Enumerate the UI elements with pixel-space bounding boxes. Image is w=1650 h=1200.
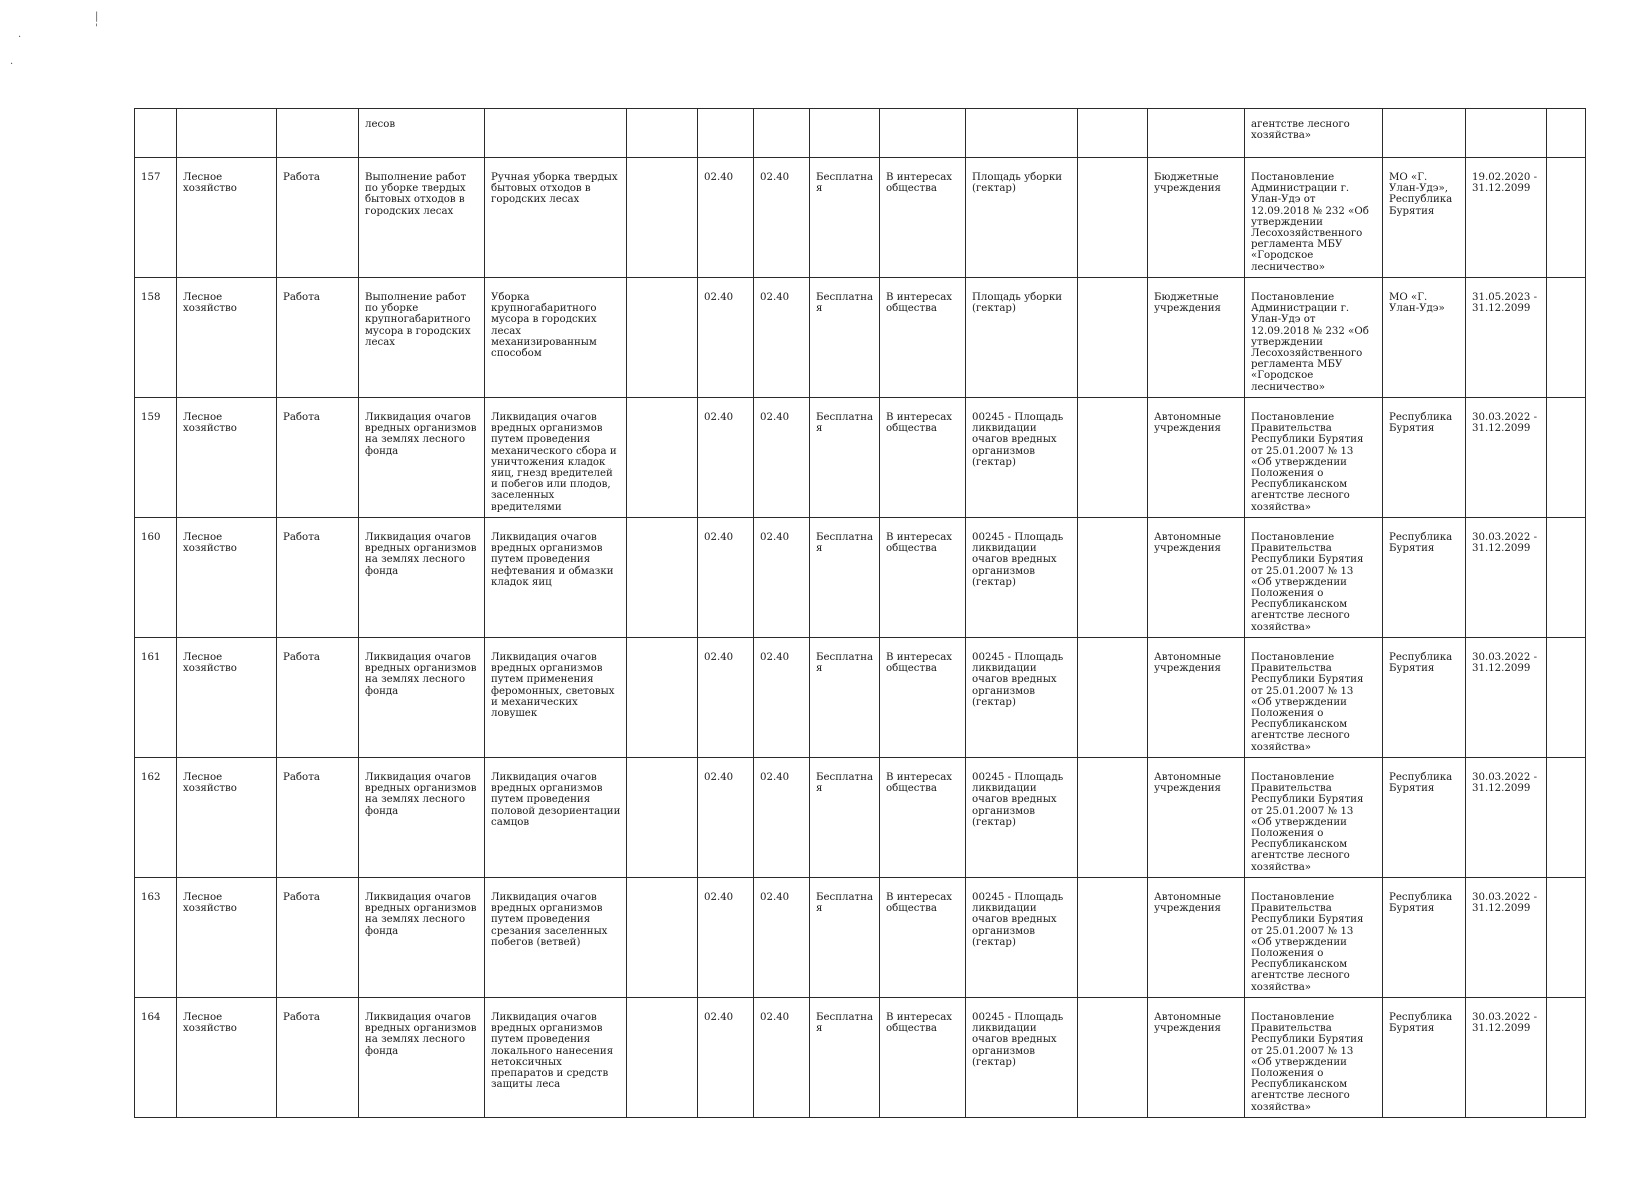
cell-authority: МО «Г. Улан-Удэ»: [1383, 278, 1466, 398]
cell-legal-basis: Постановление Администрации г. Улан-Удэ от 12.09.2018 № 232 «Об утверждении Лесохозяйственного регламента МБУ «Городское лесничество»: [1245, 158, 1383, 278]
cell-indicator: [966, 109, 1078, 158]
cell-code-a: [627, 758, 698, 878]
cell-number: 163: [135, 878, 177, 998]
cell-code-1: [698, 109, 754, 158]
cell-indicator: 00245 - Площадь ликвидации очагов вредных организмов (гектар): [966, 998, 1078, 1118]
cell-content: Ликвидация очагов вредных организмов путем проведения локального нанесения нетоксичных препаратов и средств защиты леса: [485, 998, 627, 1118]
table-row: [135, 398, 1586, 518]
cell-institutions: Автономные учреждения: [1148, 518, 1245, 638]
cell-number: 159: [135, 398, 177, 518]
cell-code-2: 02.40: [754, 998, 810, 1118]
cell-content: [485, 109, 627, 158]
cell-interest: В интересах общества: [880, 518, 966, 638]
cell-blank: [1078, 278, 1148, 398]
cell-last: [1547, 878, 1586, 998]
cell-last: [1547, 518, 1586, 638]
cell-legal-basis: Постановление Правительства Республики Бурятия от 25.01.2007 № 13 «Об утверждении Положения о Республиканском агентстве лесного хозяйства»: [1245, 878, 1383, 998]
cell-period: 30.03.2022 - 31.12.2099: [1466, 518, 1547, 638]
cell-number: 157: [135, 158, 177, 278]
cell-sector: Лесное хозяйство: [177, 878, 277, 998]
cell-indicator: Площадь уборки (гектар): [966, 278, 1078, 398]
cell-number: [135, 109, 177, 158]
table-row: [135, 638, 1586, 758]
cell-blank: [1078, 998, 1148, 1118]
cell-code-2: 02.40: [754, 398, 810, 518]
table-row: [135, 518, 1586, 638]
cell-authority: Республика Бурятия: [1383, 638, 1466, 758]
cell-number: 158: [135, 278, 177, 398]
cell-content: Уборка крупногабаритного мусора в городских лесах механизированным способом: [485, 278, 627, 398]
cell-payment: Бесплатная: [810, 638, 880, 758]
cell-code-a: [627, 158, 698, 278]
cell-kind: Работа: [277, 638, 359, 758]
cell-legal-basis: Постановление Правительства Республики Бурятия от 25.01.2007 № 13 «Об утверждении Положения о Республиканском агентстве лесного хозяйства»: [1245, 398, 1383, 518]
cell-last: [1547, 158, 1586, 278]
cell-name: Ликвидация очагов вредных организмов на землях лесного фонда: [359, 998, 485, 1118]
cell-number: 164: [135, 998, 177, 1118]
cell-blank: [1078, 158, 1148, 278]
cell-code-2: 02.40: [754, 638, 810, 758]
cell-code-2: [754, 109, 810, 158]
cell-period: 30.03.2022 - 31.12.2099: [1466, 758, 1547, 878]
cell-last: [1547, 758, 1586, 878]
cell-last: [1547, 398, 1586, 518]
cell-last: [1547, 638, 1586, 758]
cell-indicator: 00245 - Площадь ликвидации очагов вредных организмов (гектар): [966, 638, 1078, 758]
cell-kind: Работа: [277, 398, 359, 518]
cell-authority: Республика Бурятия: [1383, 758, 1466, 878]
cell-code-2: 02.40: [754, 158, 810, 278]
cell-code-2: 02.40: [754, 758, 810, 878]
cell-code-1: 02.40: [698, 878, 754, 998]
cell-code-a: [627, 398, 698, 518]
cell-indicator: Площадь уборки (гектар): [966, 158, 1078, 278]
cell-sector: Лесное хозяйство: [177, 758, 277, 878]
cell-code-2: 02.40: [754, 278, 810, 398]
cell-institutions: Бюджетные учреждения: [1148, 158, 1245, 278]
cell-interest: В интересах общества: [880, 158, 966, 278]
cell-institutions: Автономные учреждения: [1148, 638, 1245, 758]
cell-code-1: 02.40: [698, 638, 754, 758]
table-row: [135, 878, 1586, 998]
cell-blank: [1078, 638, 1148, 758]
cell-number: 160: [135, 518, 177, 638]
cell-kind: Работа: [277, 998, 359, 1118]
cell-number: 162: [135, 758, 177, 878]
cell-institutions: Бюджетные учреждения: [1148, 278, 1245, 398]
cell-institutions: Автономные учреждения: [1148, 998, 1245, 1118]
cell-legal-basis: агентстве лесного хозяйства»: [1245, 109, 1383, 158]
cell-sector: Лесное хозяйство: [177, 278, 277, 398]
cell-interest: В интересах общества: [880, 998, 966, 1118]
table-row: [135, 998, 1586, 1118]
cell-authority: [1383, 109, 1466, 158]
cell-period: 30.03.2022 - 31.12.2099: [1466, 998, 1547, 1118]
cell-authority: МО «Г. Улан-Удэ», Республика Бурятия: [1383, 158, 1466, 278]
cell-content: Ликвидация очагов вредных организмов путем проведения срезания заселенных побегов (ветвей): [485, 878, 627, 998]
cell-blank: [1078, 758, 1148, 878]
cell-legal-basis: Постановление Правительства Республики Бурятия от 25.01.2007 № 13 «Об утверждении Положения о Республиканском агентстве лесного хозяйства»: [1245, 998, 1383, 1118]
cell-last: [1547, 109, 1586, 158]
cell-interest: В интересах общества: [880, 638, 966, 758]
scan-mark: ·: [18, 32, 22, 43]
registry-table: [134, 108, 1586, 1118]
cell-payment: Бесплатная: [810, 398, 880, 518]
cell-period: 30.03.2022 - 31.12.2099: [1466, 638, 1547, 758]
cell-code-2: 02.40: [754, 878, 810, 998]
cell-interest: [880, 109, 966, 158]
scan-mark: |: [95, 11, 99, 22]
cell-payment: Бесплатная: [810, 518, 880, 638]
cell-name: Ликвидация очагов вредных организмов на землях лесного фонда: [359, 518, 485, 638]
cell-period: 30.03.2022 - 31.12.2099: [1466, 398, 1547, 518]
scan-mark: ·: [10, 59, 14, 70]
cell-sector: Лесное хозяйство: [177, 518, 277, 638]
table-row: [135, 758, 1586, 878]
cell-period: [1466, 109, 1547, 158]
cell-kind: [277, 109, 359, 158]
cell-legal-basis: Постановление Правительства Республики Бурятия от 25.01.2007 № 13 «Об утверждении Положения о Республиканском агентстве лесного хозяйства»: [1245, 758, 1383, 878]
cell-period: 19.02.2020 - 31.12.2099: [1466, 158, 1547, 278]
cell-name: Ликвидация очагов вредных организмов на землях лесного фонда: [359, 758, 485, 878]
cell-legal-basis: Постановление Правительства Республики Бурятия от 25.01.2007 № 13 «Об утверждении Положения о Республиканском агентстве лесного хозяйства»: [1245, 638, 1383, 758]
cell-indicator: 00245 - Площадь ликвидации очагов вредных организмов (гектар): [966, 398, 1078, 518]
cell-authority: Республика Бурятия: [1383, 998, 1466, 1118]
cell-number: 161: [135, 638, 177, 758]
cell-kind: Работа: [277, 278, 359, 398]
cell-code-a: [627, 278, 698, 398]
cell-name: Ликвидация очагов вредных организмов на землях лесного фонда: [359, 398, 485, 518]
table-row-continuation: [135, 109, 1586, 158]
cell-authority: Республика Бурятия: [1383, 878, 1466, 998]
cell-code-2: 02.40: [754, 518, 810, 638]
cell-interest: В интересах общества: [880, 878, 966, 998]
cell-sector: [177, 109, 277, 158]
table-row: [135, 158, 1586, 278]
cell-institutions: [1148, 109, 1245, 158]
cell-payment: Бесплатная: [810, 878, 880, 998]
cell-sector: Лесное хозяйство: [177, 398, 277, 518]
cell-authority: Республика Бурятия: [1383, 518, 1466, 638]
cell-code-a: [627, 878, 698, 998]
cell-code-1: 02.40: [698, 758, 754, 878]
cell-period: 30.03.2022 - 31.12.2099: [1466, 878, 1547, 998]
cell-indicator: 00245 - Площадь ликвидации очагов вредных организмов (гектар): [966, 878, 1078, 998]
cell-payment: Бесплатная: [810, 998, 880, 1118]
cell-blank: [1078, 878, 1148, 998]
cell-sector: Лесное хозяйство: [177, 998, 277, 1118]
cell-code-1: 02.40: [698, 158, 754, 278]
cell-institutions: Автономные учреждения: [1148, 878, 1245, 998]
cell-code-a: [627, 638, 698, 758]
cell-payment: [810, 109, 880, 158]
cell-payment: Бесплатная: [810, 278, 880, 398]
cell-code-a: [627, 998, 698, 1118]
cell-last: [1547, 998, 1586, 1118]
cell-kind: Работа: [277, 758, 359, 878]
cell-legal-basis: Постановление Администрации г. Улан-Удэ от 12.09.2018 № 232 «Об утверждении Лесохозяйственного регламента МБУ «Городское лесничество»: [1245, 278, 1383, 398]
cell-code-a: [627, 109, 698, 158]
cell-code-1: 02.40: [698, 998, 754, 1118]
cell-name: лесов: [359, 109, 485, 158]
cell-sector: Лесное хозяйство: [177, 638, 277, 758]
cell-content: Ликвидация очагов вредных организмов путем проведения половой дезориентации самцов: [485, 758, 627, 878]
cell-payment: Бесплатная: [810, 758, 880, 878]
cell-institutions: Автономные учреждения: [1148, 758, 1245, 878]
cell-interest: В интересах общества: [880, 758, 966, 878]
cell-blank: [1078, 109, 1148, 158]
cell-code-1: 02.40: [698, 278, 754, 398]
cell-interest: В интересах общества: [880, 278, 966, 398]
cell-name: Ликвидация очагов вредных организмов на землях лесного фонда: [359, 878, 485, 998]
cell-content: Ручная уборка твердых бытовых отходов в городских лесах: [485, 158, 627, 278]
cell-authority: Республика Бурятия: [1383, 398, 1466, 518]
cell-code-1: 02.40: [698, 398, 754, 518]
cell-name: Ликвидация очагов вредных организмов на землях лесного фонда: [359, 638, 485, 758]
cell-name: Выполнение работ по уборке крупногабаритного мусора в городских лесах: [359, 278, 485, 398]
scan-mark: ': [95, 23, 98, 34]
cell-payment: Бесплатная: [810, 158, 880, 278]
cell-name: Выполнение работ по уборке твердых бытовых отходов в городских лесах: [359, 158, 485, 278]
cell-code-a: [627, 518, 698, 638]
cell-kind: Работа: [277, 518, 359, 638]
cell-kind: Работа: [277, 158, 359, 278]
cell-interest: В интересах общества: [880, 398, 966, 518]
cell-last: [1547, 278, 1586, 398]
cell-institutions: Автономные учреждения: [1148, 398, 1245, 518]
cell-indicator: 00245 - Площадь ликвидации очагов вредных организмов (гектар): [966, 518, 1078, 638]
cell-period: 31.05.2023 - 31.12.2099: [1466, 278, 1547, 398]
cell-indicator: 00245 - Площадь ликвидации очагов вредных организмов (гектар): [966, 758, 1078, 878]
cell-blank: [1078, 518, 1148, 638]
table-row: [135, 278, 1586, 398]
cell-kind: Работа: [277, 878, 359, 998]
cell-content: Ликвидация очагов вредных организмов путем применения феромонных, световых и механических ловушек: [485, 638, 627, 758]
cell-sector: Лесное хозяйство: [177, 158, 277, 278]
cell-code-1: 02.40: [698, 518, 754, 638]
cell-content: Ликвидация очагов вредных организмов путем проведения механического сбора и уничтожения кладок яиц, гнезд вредителей и побегов или плодов, заселенных вредителями: [485, 398, 627, 518]
cell-legal-basis: Постановление Правительства Республики Бурятия от 25.01.2007 № 13 «Об утверждении Положения о Республиканском агентстве лесного хозяйства»: [1245, 518, 1383, 638]
cell-content: Ликвидация очагов вредных организмов путем проведения нефтевания и обмазки кладок яиц: [485, 518, 627, 638]
cell-blank: [1078, 398, 1148, 518]
